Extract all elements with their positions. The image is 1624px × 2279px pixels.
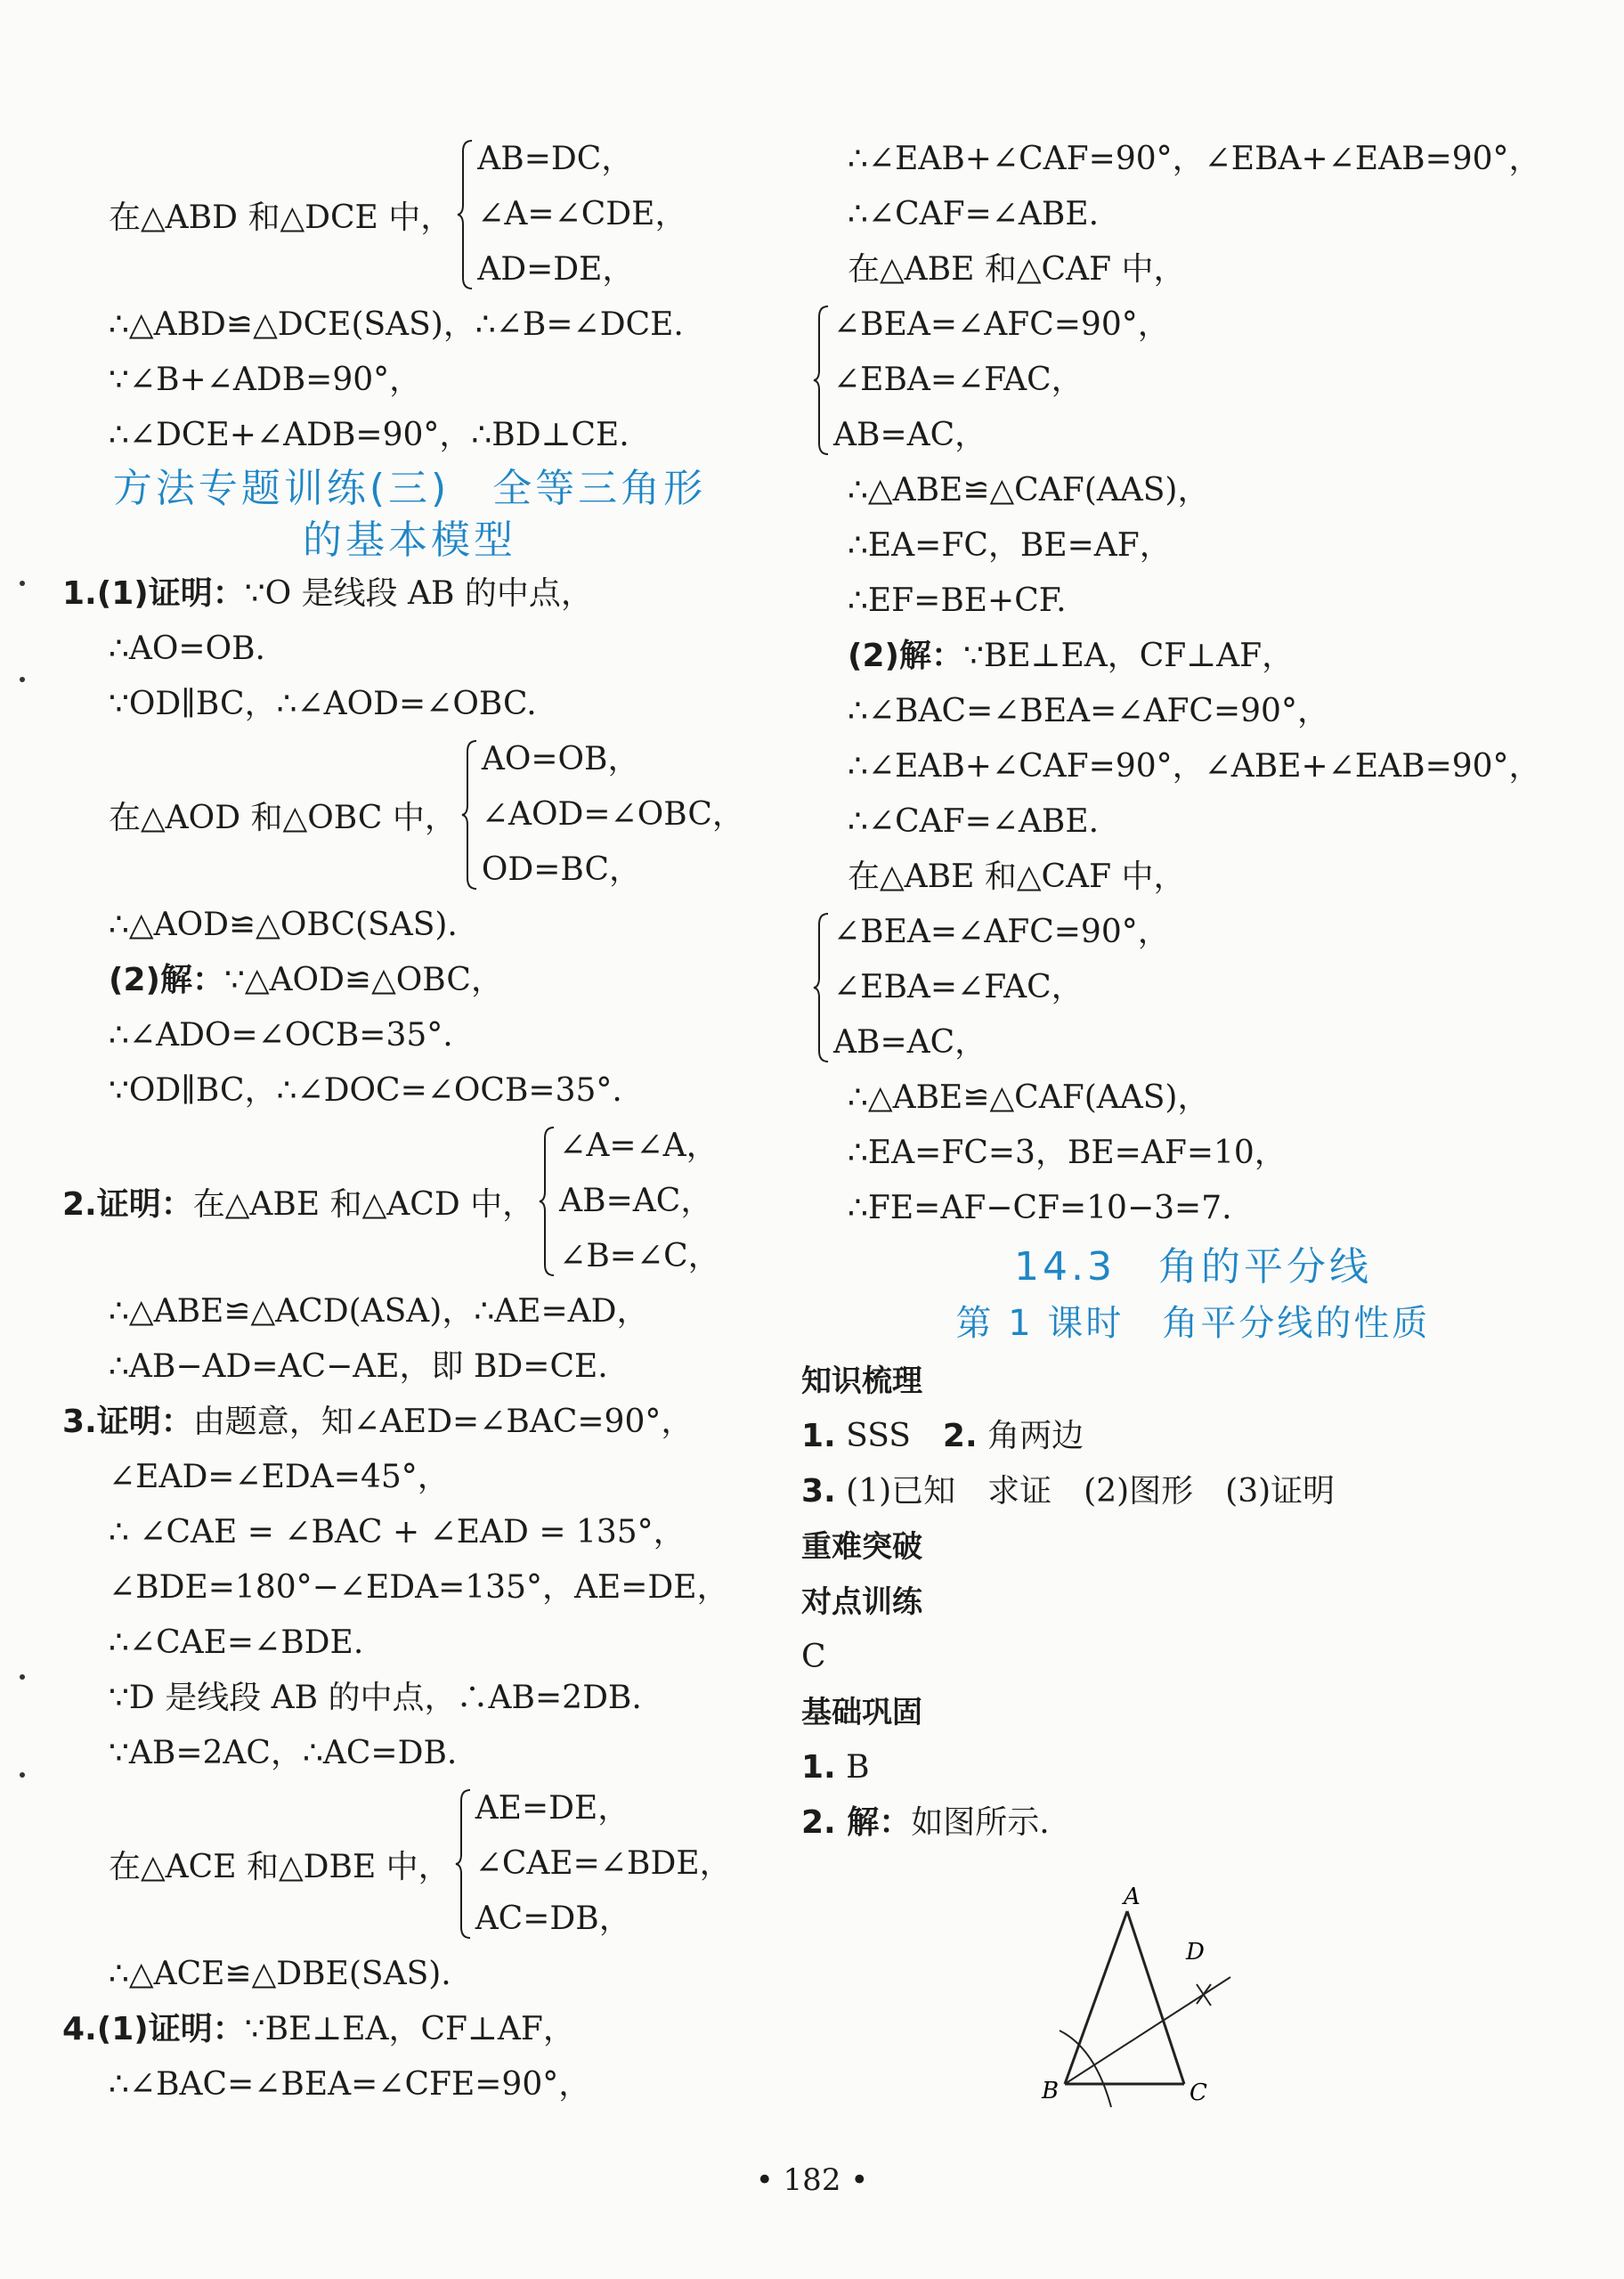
equation-system [62,1781,757,1947]
question-2-system [62,1119,757,1284]
question-1 [62,566,757,622]
text-line: ∵AB=2AC，∴AC=DB. [109,1735,458,1771]
system-row: AB=DC， [477,141,634,177]
brace-icon [454,1788,472,1940]
question-number: 1. [62,575,97,612]
answer-line [801,1464,1514,1519]
left-column [62,132,757,2112]
section-title: 方法专题训练(三) 全等三角形 [112,466,707,511]
system-row: ∠BEA=∠AFC=90°， [833,306,1170,343]
text-line: ∵OD∥BC，∴∠AOD=∠OBC. [109,686,537,722]
text-line: ∴∠EAB+∠CAF=90°，∠ABE+∠EAB=90°， [848,748,1541,785]
page-number: • 182 • [755,2162,869,2198]
text-line: ∵∠B+∠ADB=90°， [109,362,422,398]
system-prefix: 在△ACE 和△DBE 中， [109,1848,451,1885]
question-number: 4. [62,2011,97,2047]
answer-lead: (2)解： [848,638,963,674]
answer-text: ∵O 是线段 AB 的中点， [244,575,593,612]
section-title: 的基本模型 [303,517,516,563]
system-row: ∠CAE=∠BDE， [475,1845,732,1882]
text-line: ∠EAD=∠EDA=45°， [109,1459,450,1495]
question-number: 1. [801,1749,836,1786]
answer-line [801,1740,1514,1795]
system-prefix: 在△ABD 和△DCE 中， [109,199,453,236]
label-c: C [1190,2080,1207,2106]
answer-lead: (1)证明： [96,2011,245,2047]
question-4 [62,2002,757,2057]
brace-icon [812,912,830,1063]
heading-knowledge: 知识梳理 [801,1363,922,1399]
heading-basic: 基础巩固 [801,1695,922,1730]
text-line: ∴∠CAF=∠ABE. [848,196,1100,232]
text-line: ∴△ABE≌△ACD(ASA)，∴AE=AD， [109,1293,649,1330]
answer-text: ∵BE⊥EA，CF⊥AF， [962,638,1295,674]
question-number: 3. [62,1404,97,1440]
right-column [801,132,1541,1851]
label-b: B [1042,2078,1060,2104]
system-row: ∠EBA=∠FAC， [833,362,1084,398]
question-number: 3. [801,1473,836,1510]
system-row: AD=DE， [477,251,635,288]
answer-text: ∵△AOD≌△OBC， [223,962,503,998]
side-ac [1127,1911,1184,2084]
answer-line [801,1795,1514,1851]
answer-text: B [835,1749,870,1786]
text-line: ∵OD∥BC，∴∠DOC=∠OCB=35°. [109,1072,622,1109]
text-line: ∴∠EAB+∠CAF=90°，∠EBA+∠EAB=90°， [848,141,1541,177]
system-row: OD=BC， [481,851,642,888]
text-line: 在△ABE 和△CAF 中， [848,859,1186,895]
answer-text: SSS [835,1418,943,1454]
text-line: ∴AB−AD=AC−AE，即 BD=CE. [109,1348,608,1385]
triangle-figure [1033,1879,1246,2120]
text-line: ∴EA=FC，BE=AF， [848,527,1172,564]
question-number: 2. [942,1418,978,1454]
system-row: AB=AC， [559,1183,713,1219]
system-prefix: 在△AOD 和△OBC 中， [109,799,457,836]
system-row: AB=AC， [833,417,987,453]
system-prefix [62,1179,534,1225]
margin-dot [20,677,25,682]
margin-dot [20,1772,25,1778]
brace-icon [538,1126,556,1277]
system-row: ∠EBA=∠FAC， [833,969,1084,1005]
text-line: 在△ABE 和△CAF 中， [848,251,1186,288]
answer-lead: 证明： [96,1404,193,1440]
system-row: ∠A=∠A， [559,1127,719,1164]
label-a: A [1124,1884,1141,1910]
text-line: ∴∠BAC=∠BEA=∠AFC=90°， [848,693,1329,729]
question-number: 1. [801,1418,836,1454]
text-line: ∴EA=FC=3，BE=AF=10， [848,1135,1287,1171]
answer-lead: (2)解： [109,962,224,998]
question-number: 2. [62,1185,97,1223]
system-row: ∠B=∠C， [559,1238,720,1274]
answer-text: 在△ABE 和△ACD 中， [192,1185,535,1223]
text-line: ∴AO=OB. [109,631,265,667]
label-d: D [1186,1939,1205,1966]
equation-system [801,905,1514,1070]
equation-system [62,732,757,898]
text-line: ∴∠CAF=∠ABE. [848,803,1100,840]
text-line: ∴ ∠CAE = ∠BAC + ∠EAD = 135°， [109,1514,686,1551]
construction-arc [1060,2031,1111,2107]
text-line: ∴△ABE≌△CAF(AAS)， [848,1079,1210,1116]
system-row: AO=OB， [481,741,640,777]
text-line: ∵D 是线段 AB 的中点，∴AB=2DB. [109,1680,642,1716]
question-3 [62,1395,757,1450]
equation-system [801,297,1514,463]
answer-text: (1)已知 求证 (2)图形 (3)证明 [835,1473,1336,1510]
answer-lead: 解： [835,1804,912,1841]
brace-icon [812,305,830,456]
question-4-part-2 [801,629,1514,684]
question-1-part-2 [62,953,757,1008]
text-line: ∴∠ADO=∠OCB=35°. [109,1017,453,1054]
system-row: ∠BEA=∠AFC=90°， [833,914,1170,950]
side-ab [1065,1911,1127,2084]
heading-drill: 对点训练 [801,1584,922,1620]
answer-lead: 证明： [96,1185,193,1223]
section-heading: 14.3 角的平分线 [1014,1244,1372,1290]
equation-system [62,132,757,297]
margin-dot [20,1674,25,1680]
answer-text: 由题意，知∠AED=∠BAC=90°， [192,1404,694,1440]
system-row: ∠A=∠CDE， [477,196,687,232]
drill-answer: C [801,1639,826,1675]
answer-line [801,1409,1514,1464]
system-row: AE=DE， [475,1790,630,1827]
system-row: ∠AOD=∠OBC， [481,796,744,833]
text-line: ∴FE=AF−CF=10−3=7. [848,1190,1232,1226]
bisector-line [1065,1977,1230,2084]
brace-icon [456,139,474,290]
arc-cross-mark [1197,1984,1211,2006]
text-line: ∴△ACE≌△DBE(SAS). [109,1956,451,1992]
text-line: ∴△ABD≌△DCE(SAS)，∴∠B=∠DCE. [109,306,684,343]
text-line: ∴△AOD≌△OBC(SAS). [109,907,458,943]
text-line: ∴△ABE≌△CAF(AAS)， [848,472,1210,509]
lesson-heading: 第 1 课时 角平分线的性质 [955,1303,1431,1344]
question-number: 2. [801,1804,836,1841]
brace-icon [460,739,478,891]
system-row: AB=AC， [833,1024,987,1061]
text-line: ∴∠DCE+∠ADB=90°，∴BD⊥CE. [109,417,629,453]
text-line: ∴EF=BE+CF. [848,582,1067,619]
margin-dot [20,581,25,586]
answer-text: 如图所示. [911,1804,1050,1841]
answer-text: 角两边 [977,1418,1084,1454]
text-line: ∴∠CAE=∠BDE. [109,1624,364,1661]
answer-text: ∵BE⊥EA，CF⊥AF， [244,2011,575,2047]
text-line: ∴∠BAC=∠BEA=∠CFE=90°， [109,2066,591,2103]
heading-key: 重难突破 [801,1529,922,1565]
answer-lead: (1)证明： [96,575,245,612]
system-row: AC=DB， [475,1901,631,1937]
text-line: ∠BDE=180°−∠EDA=135°，AE=DE， [109,1569,729,1606]
